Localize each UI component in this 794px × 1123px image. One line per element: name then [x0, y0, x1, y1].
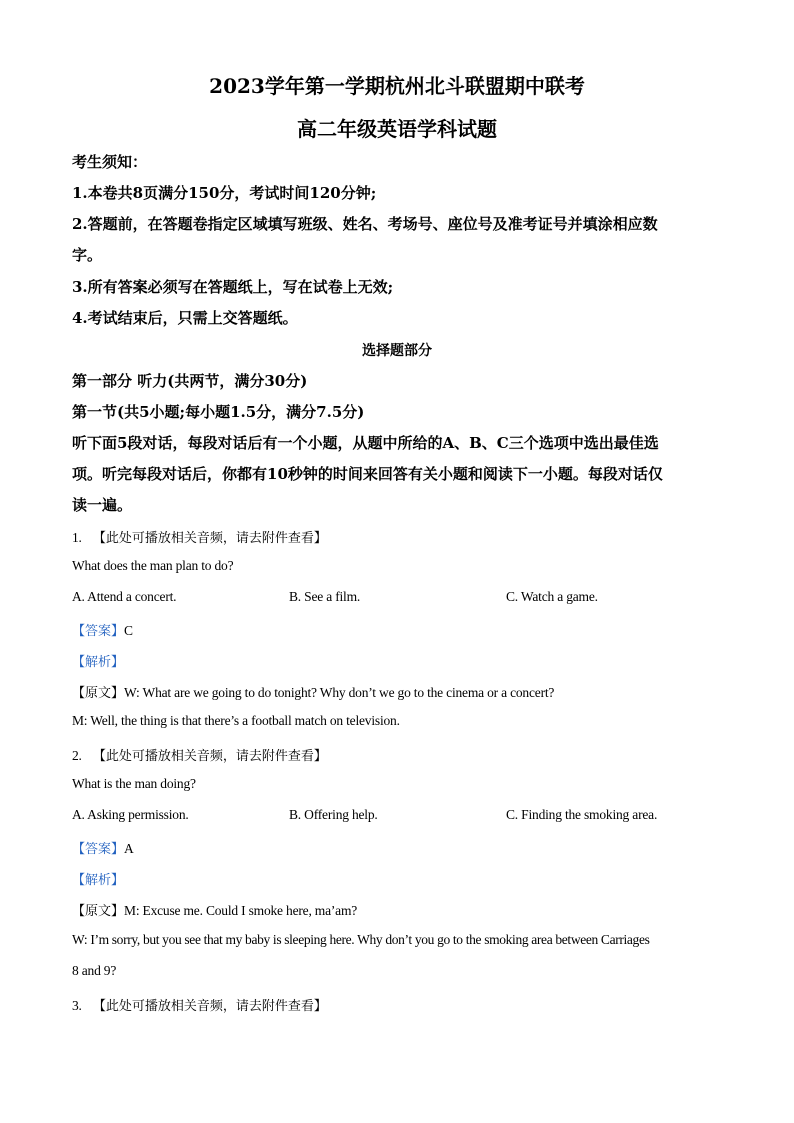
- question-1-transcript-1: [72, 682, 554, 701]
- question-2-audio: [72, 745, 327, 764]
- question-2-transcript-3: 8 and 9?: [72, 963, 117, 978]
- instructions-line-1: 听下面5段对话，每段对话后有一个小题，从题中所给的A、B、C三个选项中选出最佳选: [72, 434, 659, 452]
- question-2-option-b: B. Offering help.: [289, 807, 378, 822]
- question-1-text: What does the man plan to do?: [72, 558, 234, 573]
- question-2-text: What is the man doing?: [72, 776, 196, 791]
- question-number: 2.: [72, 748, 82, 763]
- transcript-line: W: What are we going to do tonight? Why don’t we go to the cinema or a concert?: [124, 685, 555, 700]
- audio-note: 【此处可播放相关音频，请去附件查看】: [92, 531, 327, 546]
- answer-label: 【答案】: [72, 842, 125, 857]
- question-2-answer: [72, 838, 134, 857]
- question-1-transcript-2: M: Well, the thing is that there’s a football match on television.: [72, 713, 400, 728]
- original-label: 【原文】: [72, 904, 125, 919]
- subsection-heading: 第一节(共5小题;每小题1.5分，满分7.5分): [72, 403, 365, 421]
- question-1-audio: [72, 527, 327, 546]
- original-label: 【原文】: [72, 686, 125, 701]
- question-2-option-c: C. Finding the smoking area.: [506, 807, 658, 822]
- exam-subtitle: 高二年级英语学科试题: [297, 117, 497, 141]
- answer-label: 【答案】: [72, 624, 125, 639]
- notice-item-2: 2.答题前，在答题卷指定区域填写班级、姓名、考场号、座位号及准考证号并填涂相应数: [72, 215, 658, 233]
- question-3-audio: [72, 995, 327, 1014]
- question-2-transcript-1: [72, 900, 357, 919]
- exam-title: 2023学年第一学期杭州北斗联盟期中联考: [209, 74, 585, 98]
- instructions-line-3: 读一遍。: [72, 496, 133, 514]
- transcript-line: M: Excuse me. Could I smoke here, ma’am?: [124, 903, 358, 918]
- notice-item-4: 4.考试结束后，只需上交答题纸。: [72, 309, 298, 327]
- instructions-line-2: 项。听完每段对话后，你都有10秒钟的时间来回答有关小题和阅读下一小题。每段对话仅: [72, 465, 663, 483]
- question-1-answer: [72, 620, 133, 639]
- question-1-option-c: C. Watch a game.: [506, 589, 598, 604]
- audio-note: 【此处可播放相关音频，请去附件查看】: [92, 999, 327, 1014]
- answer-value: C: [124, 623, 133, 638]
- notice-item-2-cont: 字。: [72, 246, 103, 264]
- answer-value: A: [124, 841, 134, 856]
- notice-item-1: 1.本卷共8页满分150分，考试时间120分钟;: [72, 184, 377, 202]
- question-2-analysis-label: 【解析】: [72, 873, 125, 888]
- section-title: 选择题部分: [362, 343, 432, 359]
- question-2-transcript-2: W: I’m sorry, but you see that my baby is sleeping here. Why don’t you go to the smoking area between Carriages: [72, 932, 650, 947]
- notice-heading: 考生须知：: [72, 153, 148, 171]
- question-1-option-a: A. Attend a concert.: [72, 589, 177, 604]
- question-number: 1.: [72, 530, 82, 545]
- question-2-option-a: A. Asking permission.: [72, 807, 189, 822]
- part-heading: 第一部分 听力(共两节，满分30分): [72, 372, 308, 390]
- notice-item-3: 3.所有答案必须写在答题纸上，写在试卷上无效;: [72, 278, 394, 296]
- question-number: 3.: [72, 998, 82, 1013]
- question-1-analysis-label: 【解析】: [72, 655, 125, 670]
- question-1-option-b: B. See a film.: [289, 589, 361, 604]
- audio-note: 【此处可播放相关音频，请去附件查看】: [92, 749, 327, 764]
